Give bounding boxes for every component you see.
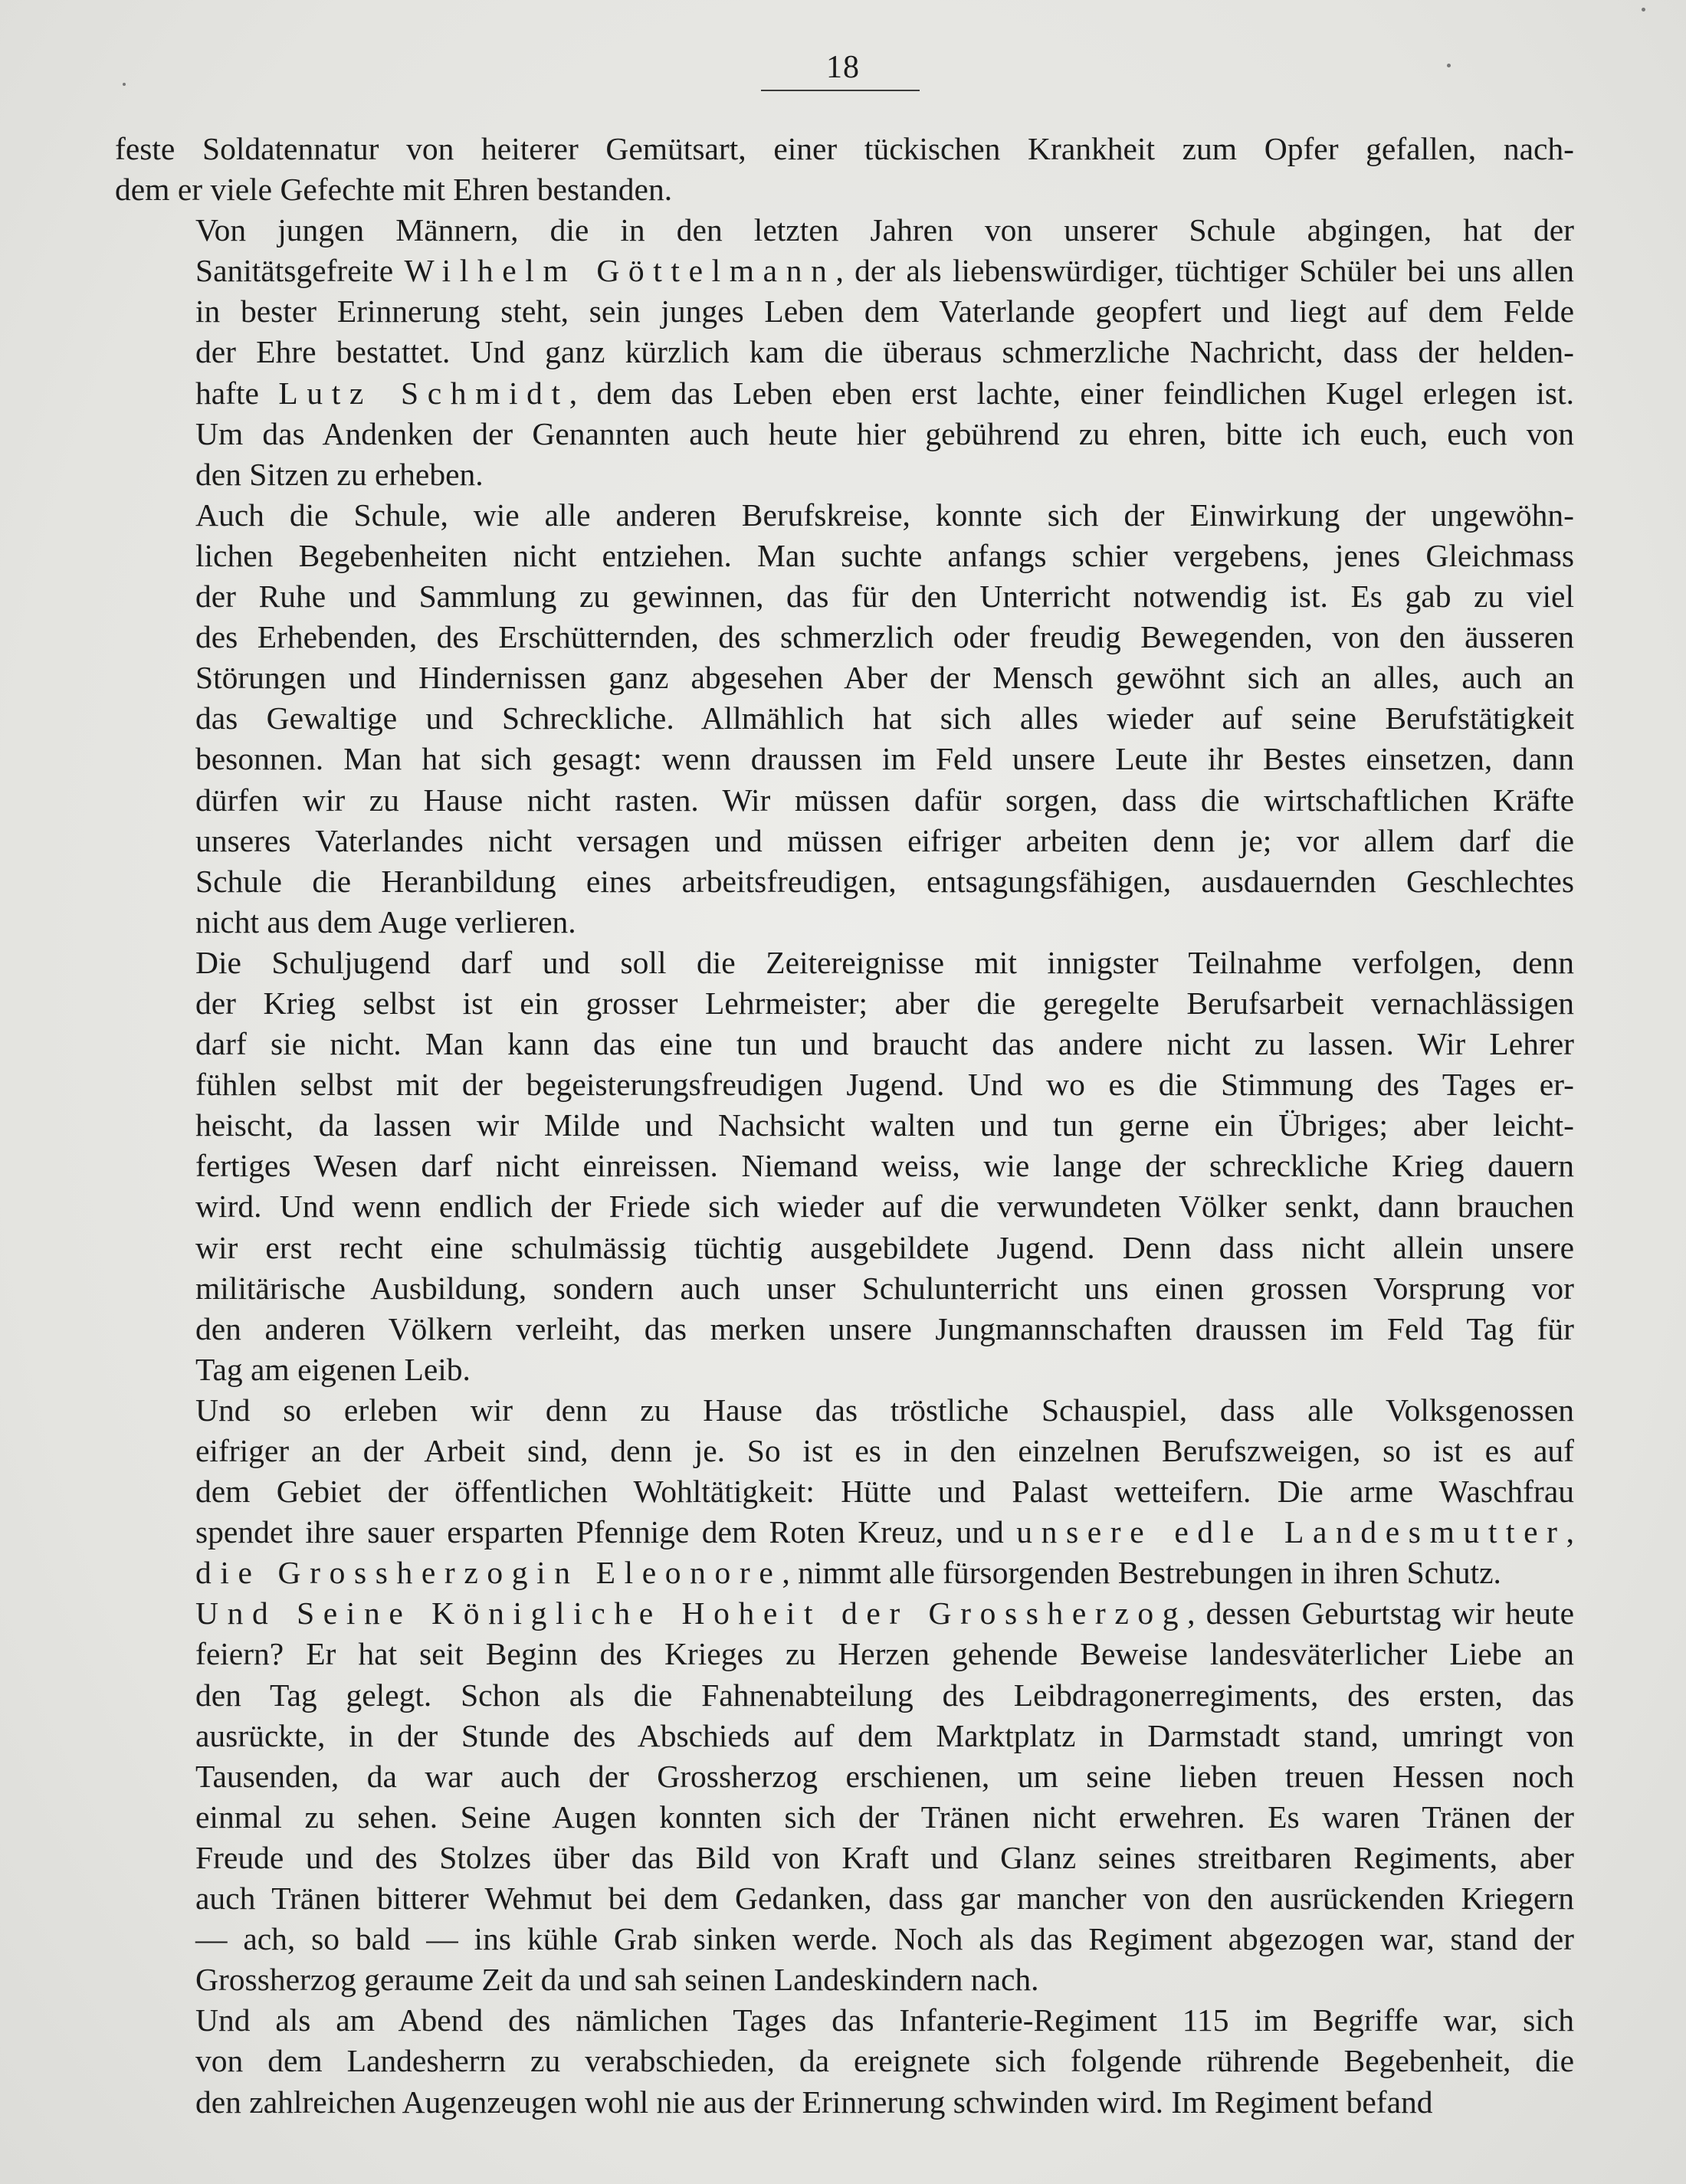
print-speck (1642, 8, 1645, 11)
text-segment: das Gewaltige und Schreckliche. Allmählich hat sich alles wieder auf seine Berufstätigkeit (195, 700, 1574, 736)
spaced-name: Und Seine Königliche Hoheit der Grossherzog (195, 1595, 1188, 1631)
text-segment: wird. Und wenn endlich der Friede sich wieder auf die verwundeten Völker senkt, dann brauchen (195, 1189, 1574, 1225)
text-line (115, 1064, 1574, 1105)
text-segment: auch Tränen bitterer Wehmut bei dem Gedanken, dass gar mancher von den ausrückenden Kriegern (195, 1881, 1574, 1917)
text-segment: Und so erleben wir denn zu Hause das tröstliche Schauspiel, dass alle Volksgenossen (195, 1392, 1574, 1428)
text-segment: , der als liebenswürdiger, tüchtiger Schüler bei uns allen (835, 253, 1574, 289)
paragraph (115, 129, 1574, 210)
text-line (115, 1024, 1574, 1064)
text-segment: darf sie nicht. Man kann das eine tun und braucht das andere nicht zu lassen. Wir Lehrer (195, 1026, 1574, 1062)
text-line (115, 251, 1574, 291)
text-line (115, 739, 1574, 779)
page-number: 18 (826, 50, 860, 85)
text-line (115, 1593, 1574, 1634)
text-segment: eifriger an der Arbeit sind, denn je. So ist es in den einzelnen Berufszweigen, so ist es auf (195, 1433, 1574, 1468)
text-line (115, 780, 1574, 821)
text-line (115, 1268, 1574, 1309)
text-segment: , (1566, 1514, 1575, 1550)
text-line (115, 657, 1574, 698)
text-segment: dem Gebiet der öffentlichen Wohltätigkeit: Hütte und Palast wetteifern. Die arme Waschfrau (195, 1474, 1574, 1510)
text-line (115, 1878, 1574, 1919)
text-line (115, 169, 1574, 210)
print-speck (1447, 64, 1451, 67)
text-line (115, 1797, 1574, 1838)
text-line (115, 1390, 1574, 1431)
text-segment: ausrückte, in der Stunde des Abschieds auf dem Marktplatz in Darmstadt stand, umringt von (195, 1717, 1574, 1753)
paragraph (115, 495, 1574, 943)
spaced-name: Wilhelm Göttelmann (404, 253, 836, 289)
text-line (115, 210, 1574, 251)
text-line (115, 1228, 1574, 1268)
text-line (115, 454, 1574, 495)
text-segment: der Ehre bestattet. Und ganz kürzlich kam die überaus schmerzliche Nachricht, dass der helden- (195, 334, 1574, 370)
print-speck (123, 83, 126, 86)
text-segment: des Erhebenden, des Erschütternden, des schmerzlich oder freudig Bewegenden, von den äusseren (195, 619, 1574, 655)
text-segment: Um das Andenken der Genannten auch heute hier gebührend zu ehren, bitte ich euch, euch von (195, 415, 1574, 451)
text-line (115, 1756, 1574, 1797)
text-line (115, 129, 1574, 169)
paragraph (115, 1390, 1574, 1593)
text-segment: dem er viele Gefechte mit Ehren bestanden. (115, 172, 673, 208)
text-segment: besonnen. Man hat sich gesagt: wenn draussen im Feld unsere Leute ihr Bestes einsetzen, dann (195, 741, 1574, 777)
text-line (115, 1919, 1574, 1959)
text-line (115, 414, 1574, 454)
spaced-name: die Grossherzogin Eleonore (195, 1555, 782, 1591)
spaced-name: Lutz Schmidt (278, 375, 569, 411)
text-line (115, 373, 1574, 414)
text-line (115, 1186, 1574, 1227)
body-text (115, 129, 1574, 2123)
paragraph (115, 210, 1574, 495)
text-segment: von dem Landesherrn zu verabschieden, da ereignete sich folgende rührende Begebenheit, die (195, 2043, 1574, 2079)
text-segment: Schule die Heranbildung eines arbeitsfreudigen, entsagungsfähigen, ausdauernden Geschlechtes (195, 863, 1574, 899)
text-segment: feiern? Er hat seit Beginn des Krieges zu Herzen gehende Beweise landesväterlicher Liebe an (195, 1636, 1574, 1672)
text-line (115, 1512, 1574, 1553)
text-segment: militärische Ausbildung, sondern auch unser Schulunterricht uns einen grossen Vorsprung vor (195, 1270, 1574, 1306)
text-line (115, 617, 1574, 657)
text-segment: der Ruhe und Sammlung zu gewinnen, das für den Unterricht notwendig ist. Es gab zu viel (195, 579, 1574, 615)
text-segment: Grossherzog geraume Zeit da und sah seinen Landeskindern nach. (195, 1962, 1039, 1998)
text-segment: Von jungen Männern, die in den letzten Jahren von unserer Schule abgingen, hat der (195, 212, 1574, 248)
text-segment: unseres Vaterlandes nicht versagen und müssen eifriger arbeiten denn je; vor allem darf die (195, 822, 1574, 858)
text-line (115, 1431, 1574, 1471)
text-segment: Die Schuljugend darf und soll die Zeitereignisse mit innigster Teilnahme verfolgen, denn (195, 944, 1574, 980)
page-number-rule (761, 90, 920, 91)
text-line (115, 1675, 1574, 1716)
text-segment: den zahlreichen Augenzeugen wohl nie aus der Erinnerung schwinden wird. Im Regiment befand (195, 2084, 1433, 2120)
paragraph (115, 2000, 1574, 2122)
text-segment: nicht aus dem Auge verlieren. (195, 903, 576, 940)
text-line (115, 861, 1574, 902)
text-segment: Auch die Schule, wie alle anderen Berufskreise, konnte sich der Einwirkung der ungewöhn- (195, 497, 1574, 533)
paragraph (115, 943, 1574, 1390)
text-line (115, 821, 1574, 861)
text-segment: , dessen Geburtstag wir heute (1187, 1595, 1575, 1631)
text-segment: , nimmt alle fürsorgenden Bestrebungen in ihren Schutz. (782, 1555, 1501, 1591)
text-line (115, 576, 1574, 617)
text-line (115, 536, 1574, 576)
text-segment: Freude und des Stolzes über das Bild von Kraft und Glanz seines streitbaren Regiments, aber (195, 1839, 1574, 1875)
text-segment: feste Soldatennatur von heiterer Gemütsart, einer tückischen Krankheit zum Opfer gefallen, nach- (115, 131, 1574, 166)
text-line (115, 902, 1574, 943)
text-segment: heischt, da lassen wir Milde und Nachsicht walten und tun gerne ein Übriges; aber leicht- (195, 1107, 1574, 1143)
text-line (115, 291, 1574, 332)
text-segment: in bester Erinnerung steht, sein junges Leben dem Vaterlande geopfert und liegt auf dem Felde (195, 293, 1574, 330)
text-segment: Sanitätsgefreite (195, 253, 405, 289)
text-segment: Und als am Abend des nämlichen Tages das Infanterie-Regiment 115 im Begriffe war, sich (195, 2002, 1574, 2038)
text-line (115, 1105, 1574, 1146)
text-line (115, 332, 1574, 372)
text-line (115, 1838, 1574, 1878)
paragraph (115, 1593, 1574, 2000)
text-segment: den Sitzen zu erheben. (195, 456, 484, 492)
text-line (115, 2000, 1574, 2041)
text-segment: lichen Begebenheiten nicht entziehen. Man suchte anfangs schier vergebens, jenes Gleichmass (195, 537, 1574, 573)
text-segment: den anderen Völkern verleiht, das merken unsere Jungmannschaften draussen im Feld Tag für (195, 1310, 1574, 1346)
text-line (115, 983, 1574, 1024)
text-segment: einmal zu sehen. Seine Augen konnten sich der Tränen nicht erwehren. Es waren Tränen der (195, 1799, 1574, 1835)
text-segment: , dem das Leben eben erst lachte, einer feindlichen Kugel erlegen ist. (569, 375, 1574, 411)
text-segment: Tausenden, da war auch der Grossherzog erschienen, um seine lieben treuen Hessen noch (195, 1758, 1574, 1794)
text-line (115, 1349, 1574, 1390)
text-line (115, 1959, 1574, 2000)
text-line (115, 698, 1574, 739)
text-segment: — ach, so bald — ins kühle Grab sinken werde. Noch als das Regiment abgezogen war, stand der (195, 1921, 1574, 1957)
text-segment: Störungen und Hindernissen ganz abgesehen Aber der Mensch gewöhnt sich an alles, auch an (195, 660, 1574, 696)
text-segment: spendet ihre sauer ersparten Pfennige dem Roten Kreuz, und (195, 1514, 1017, 1550)
text-line (115, 2082, 1574, 2123)
text-segment: wir erst recht eine schulmässig tüchtig ausgebildete Jugend. Denn dass nicht allein unsere (195, 1229, 1574, 1265)
text-line (115, 1309, 1574, 1349)
text-segment: der Krieg selbst ist ein grosser Lehrmeister; aber die geregelte Berufsarbeit vernachlässigen (195, 985, 1574, 1021)
text-segment: hafte (195, 375, 279, 411)
text-segment: fertiges Wesen darf nicht einreissen. Niemand weiss, wie lange der schreckliche Krieg dauern (195, 1148, 1574, 1184)
text-line (115, 1146, 1574, 1186)
text-line (115, 495, 1574, 536)
text-segment: dürfen wir zu Hause nicht rasten. Wir müssen dafür sorgen, dass die wirtschaftlichen Kräfte (195, 782, 1574, 818)
text-line (115, 1553, 1574, 1593)
text-segment: Tag am eigenen Leib. (195, 1351, 471, 1387)
text-line (115, 943, 1574, 983)
spaced-name: unsere edle Landesmutter (1016, 1514, 1566, 1550)
text-line (115, 1471, 1574, 1512)
text-segment: fühlen selbst mit der begeisterungsfreudigen Jugend. Und wo es die Stimmung des Tages er- (195, 1067, 1574, 1103)
text-line (115, 2041, 1574, 2081)
text-line (115, 1716, 1574, 1756)
text-segment: den Tag gelegt. Schon als die Fahnenabteilung des Leibdragonerregiments, des ersten, das (195, 1677, 1574, 1713)
text-line (115, 1634, 1574, 1674)
